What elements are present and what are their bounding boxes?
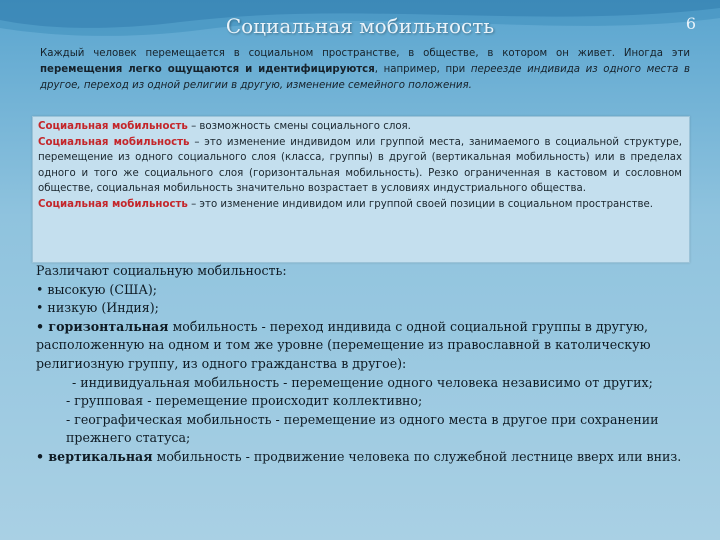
- subtype-geographic: - географическая мобильность - перемещение из одного места в другое при сохранении прежнего статуса;: [66, 411, 659, 446]
- type-low: • низкую (Индия);: [36, 300, 159, 316]
- type-horizontal-term: • горизонтальная: [36, 318, 169, 334]
- intro-text: Каждый человек перемещается в социальном пространстве, в обществе, в котором он живет. Иногда эти: [40, 48, 690, 59]
- intro-bold-phrase: перемещения легко ощущаются и идентифицируются: [40, 64, 375, 75]
- type-vertical-term: • вертикальная: [36, 448, 153, 464]
- type-vertical-definition: мобильность - продвижение человека по служебной лестнице вверх или вниз.: [152, 448, 682, 464]
- definition-3: [38, 197, 682, 213]
- type-vertical: [36, 448, 694, 467]
- definition-term: Социальная мобильность: [38, 136, 190, 148]
- types-heading: Различают социальную мобильность:: [36, 263, 287, 278]
- definition-text: – это изменение индивидом или группой своей позиции в социальном пространстве.: [187, 198, 653, 210]
- subtype-individual: - индивидуальная мобильность - перемещение одного человека независимо от других;: [72, 374, 653, 390]
- type-high: • высокую (США);: [36, 281, 158, 297]
- definition-term: Социальная мобильность: [38, 198, 188, 210]
- definitions-text: [38, 119, 682, 212]
- intro-paragraph: [40, 46, 690, 94]
- definition-2: [38, 135, 682, 197]
- subtype-group: - групповая - перемещение происходит коллективно;: [66, 393, 423, 409]
- definition-1: [38, 119, 682, 135]
- slide-number: 6: [685, 14, 696, 33]
- definition-text: – возможность смены социального слоя.: [187, 121, 411, 132]
- type-horizontal: [36, 318, 694, 374]
- mobility-types: [36, 262, 694, 467]
- definition-term: Социальная мобильность: [38, 121, 188, 132]
- intro-text-2: , например, при: [374, 64, 471, 75]
- slide-title: Социальная мобильность: [225, 14, 495, 38]
- type-horizontal-definition: мобильность - переход индивида с одной социальной группы в другую, расположенную на одном и том же уровне (перемещение из православной в католическую религиозную группу, из одного гражданства в другое):: [36, 318, 651, 371]
- intro-italic-examples: переезде индивида из одного места в другое, переход из одной религии в другую, изменение семейного положения.: [40, 64, 690, 91]
- definition-text: – это изменение индивидом или группой места, занимаемого в социальной структуре, перемещение из одного социального слоя (класса, группы) в другой (вертикальная мобильность) или в пределах одного и того же социального слоя (горизонтальная мобильность). Резко ограниченная в кастовом и сословном обществе, социальная мобильность значительно возрастает в условиях индустриального общества.: [38, 136, 682, 194]
